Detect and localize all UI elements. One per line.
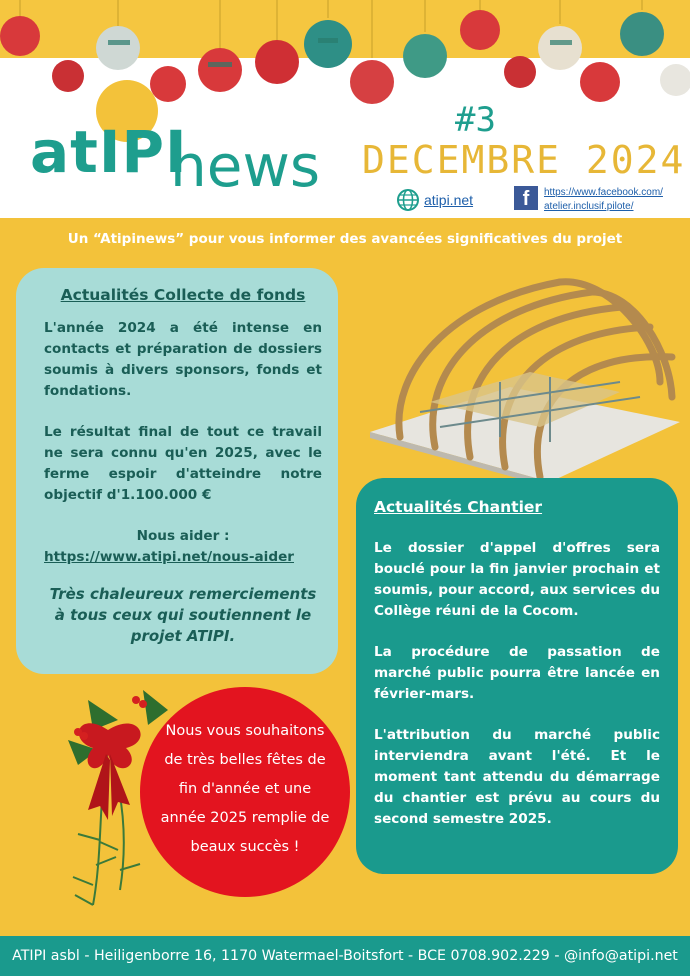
funds-paragraph-1: L'année 2024 a été intense en contacts et préparation de dossiers soumis à divers sponsors, fonds et fondations.: [44, 320, 322, 399]
facebook-text[interactable]: [544, 186, 663, 214]
thanks-message: Très chaleureux remerciements à tous ceux qui soutiennent le projet ATIPI.: [49, 585, 317, 645]
website-link[interactable]: [396, 188, 473, 212]
building-illustration: [360, 262, 682, 487]
holly-decoration: [48, 670, 198, 910]
funds-news-box: [16, 268, 338, 674]
funds-paragraph-2: Le résultat final de tout ce travail ne sera connu qu'en 2025, avec le ferme espoir d'atteindre notre objectif d'1.100.000 €: [44, 424, 322, 503]
help-link[interactable]: https://www.atipi.net/nous-aider: [44, 549, 294, 565]
site-paragraph-2: La procédure de passation de marché public pourra être lancée en février-mars.: [374, 644, 660, 702]
facebook-icon: f: [514, 186, 538, 210]
logo-atipi: atIPI: [30, 118, 188, 186]
website-text[interactable]: atipi.net: [424, 192, 474, 208]
help-label: Nous aider :: [136, 528, 230, 544]
issue-date: DECEMBRE 2024: [362, 138, 686, 182]
footer: ATIPI asbl - Heiligenborre 16, 1170 Watermael-Boitsfort - BCE 0708.902.229 - @info@atipi.net: [0, 936, 690, 976]
logo-news: news: [170, 132, 321, 200]
site-title: Actualités Chantier: [374, 498, 543, 516]
wishes-text: Nous vous souhaitons de très belles fêtes de fin d'année et une année 2025 remplie de beaux succès !: [160, 723, 330, 855]
globe-icon: [396, 188, 420, 212]
tagline: Un “Atipinews” pour vous informer des avancées significatives du projet: [67, 231, 623, 247]
facebook-link[interactable]: [514, 186, 663, 214]
facebook-url-line1[interactable]: https://www.facebook.com/: [544, 187, 663, 198]
site-news-box: [356, 478, 678, 874]
site-paragraph-1: Le dossier d'appel d'offres sera bouclé pour la fin janvier prochain et soumis, pour accord, aux services du Collège réuni de la Cocom.: [374, 540, 660, 619]
facebook-url-line2[interactable]: atelier.inclusif.pilote/: [544, 201, 634, 212]
funds-title: Actualités Collecte de fonds: [60, 286, 306, 304]
issue-number: #3: [455, 100, 496, 140]
site-paragraph-3: L'attribution du marché public interviendra avant l'été. Et le moment tant attendu du démarrage du chantier est prévu au cours du second semestre 2025.: [374, 727, 660, 827]
